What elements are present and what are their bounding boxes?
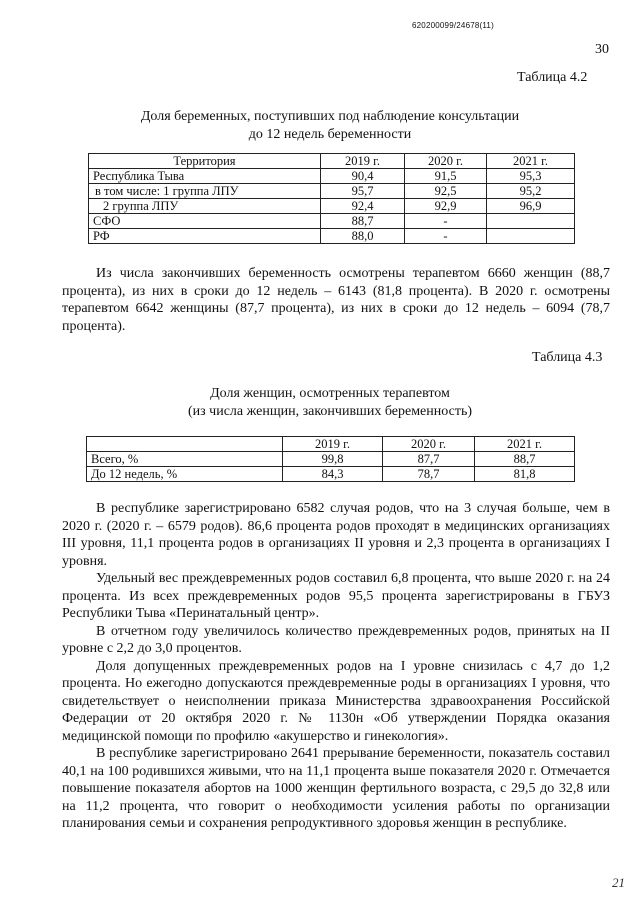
cell-value [487, 229, 575, 244]
table-header-row [87, 437, 575, 452]
handwritten-page-mark: 21 [612, 875, 625, 890]
cell-value: 99,8 [283, 452, 383, 467]
paragraph-preterm-share: Удельный вес преждевременных родов составил 6,8 процента, что выше 2020 г. на 24 процента. Из всех преждевременных родов 95,5 процента зарегистрированы в ГБУЗ Республики Тыва «Перинатальный центр». [62, 571, 610, 621]
header-cell: Территория [89, 154, 321, 169]
row-label: Республика Тыва [89, 169, 321, 184]
table-4-2-label: Таблица 4.2 [517, 70, 588, 85]
cell-value: 78,7 [383, 467, 475, 482]
table-row [89, 199, 575, 214]
row-label: До 12 недель, % [87, 467, 283, 482]
table-4-3-label: Таблица 4.3 [532, 350, 603, 365]
header-cell: 2019 г. [321, 154, 405, 169]
cell-value: 95,7 [321, 184, 405, 199]
document-number: 620200099/24678(11) [412, 21, 494, 30]
page-number: 30 [595, 42, 609, 57]
cell-value: 91,5 [405, 169, 487, 184]
header-cell: 2020 г. [383, 437, 475, 452]
row-label: 2 группа ЛПУ [89, 199, 321, 214]
table-4-2-title-line1: Доля беременных, поступивших под наблюдение консультации [140, 109, 520, 124]
cell-value: 88,0 [321, 229, 405, 244]
cell-value: 87,7 [383, 452, 475, 467]
table-4-3 [86, 436, 575, 482]
cell-value: 92,5 [405, 184, 487, 199]
table-4-3-title-line1: Доля женщин, осмотренных терапевтом [210, 386, 450, 401]
table-4-2-title [60, 108, 600, 144]
cell-value: - [405, 229, 487, 244]
cell-value: 90,4 [321, 169, 405, 184]
table-row [89, 184, 575, 199]
table-row [87, 452, 575, 467]
cell-value: 81,8 [475, 467, 575, 482]
cell-value: 95,3 [487, 169, 575, 184]
cell-value: 92,4 [321, 199, 405, 214]
table-row [89, 229, 575, 244]
paragraph-preterm-level1: Доля допущенных преждевременных родов на I уровне снизилась с 4,7 до 1,2 процента. Но ежегодно допускаются преждевременные роды в организациях I уровня, что свидетельствует о неисполнении приказа Министерства здравоохранения Российской Федерации от 20 октября 2020 г. № 1130н «Об утверждении Порядка оказания медицинской помощи по профилю «акушерство и гинекология». [62, 658, 610, 744]
row-label: в том числе: 1 группа ЛПУ [89, 184, 321, 199]
paragraph-therapist-exams [62, 265, 610, 335]
row-label: РФ [89, 229, 321, 244]
row-label: СФО [89, 214, 321, 229]
row-label: Всего, % [87, 452, 283, 467]
table-4-3-title [60, 385, 600, 421]
table-header-row [89, 154, 575, 169]
table-4-2 [88, 153, 575, 244]
header-cell: 2019 г. [283, 437, 383, 452]
paragraph-text: Из числа закончивших беременность осмотрены терапевтом 6660 женщин (88,7 процента), из них в сроки до 12 недель – 6143 (81,8 процента). В 2020 г. осмотрены терапевтом 6642 женщины (87,7 процента), из них в сроки до 12 недель – 6094 (78,7 процента). [62, 266, 610, 334]
body-text [62, 500, 610, 833]
paragraph-abortions: В республике зарегистрировано 2641 прерывание беременности, показатель составил 40,1 на 100 родившихся живыми, что на 11,1 процента выше показателя 2020 г. Отмечается повышение показателя абортов на 1000 женщин фертильного возраста, с 29,5 до 32,8 или на 11,2 процента, что говорит о необходимости усиления работы по организации планирования семьи и сохранения репродуктивного здоровья женщин в республике. [62, 746, 610, 831]
table-row [87, 467, 575, 482]
cell-value: 88,7 [321, 214, 405, 229]
paragraph-births: В республике зарегистрировано 6582 случая родов, что на 3 случая больше, чем в 2020 г. (2020 г. – 6579 родов). 86,6 процента родов проходят в медицинских организациях III уровня, 11,1 процента родов в организациях II уровня и 2,3 процента в организациях I уровня. [62, 501, 610, 569]
cell-value: - [405, 214, 487, 229]
cell-value: 88,7 [475, 452, 575, 467]
cell-value: 95,2 [487, 184, 575, 199]
cell-value: 96,9 [487, 199, 575, 214]
cell-value: 92,9 [405, 199, 487, 214]
header-cell: 2020 г. [405, 154, 487, 169]
header-cell: 2021 г. [475, 437, 575, 452]
table-4-3-title-line2: (из числа женщин, закончивших беременность) [188, 404, 472, 419]
table-4-2-title-line2: до 12 недель беременности [248, 127, 412, 142]
table-row [89, 169, 575, 184]
header-cell: 2021 г. [487, 154, 575, 169]
table-row [89, 214, 575, 229]
cell-value [487, 214, 575, 229]
paragraph-preterm-level2: В отчетном году увеличилось количество преждевременных родов, принятых на II уровне с 2,2 до 3,0 процентов. [62, 623, 610, 656]
cell-value: 84,3 [283, 467, 383, 482]
header-cell [87, 437, 283, 452]
